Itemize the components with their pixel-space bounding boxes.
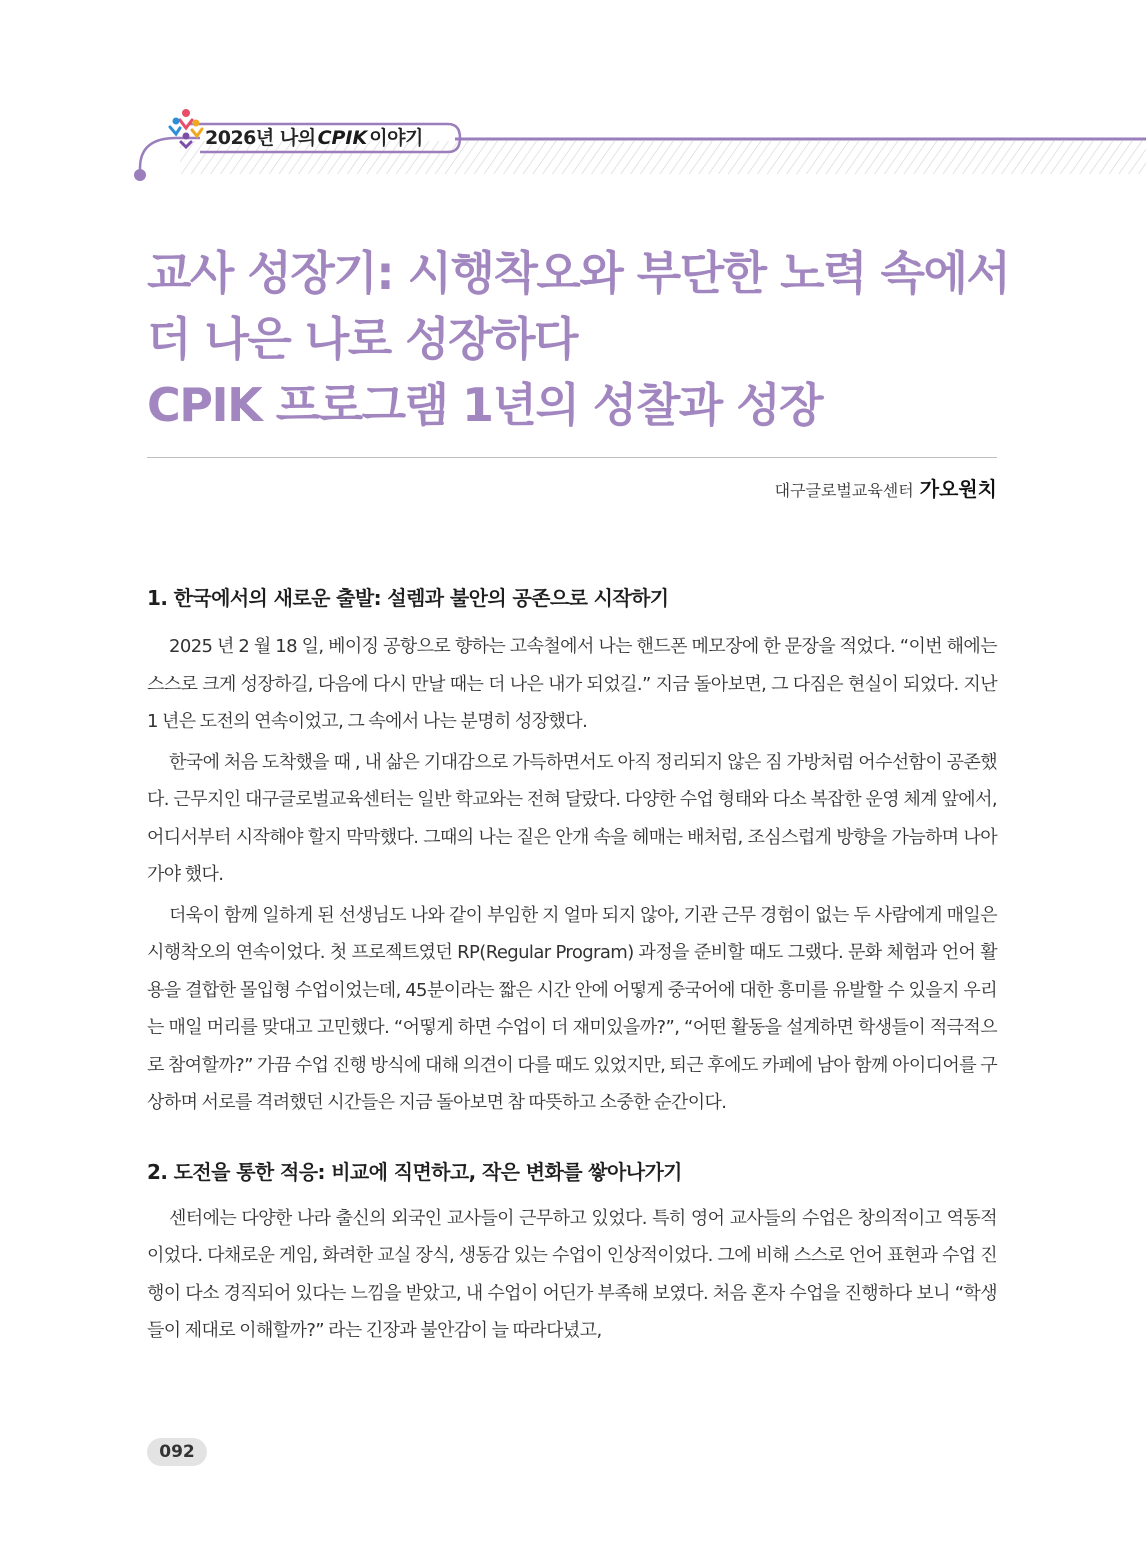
header-label-brand: CPIK [317,127,368,149]
article-title [147,240,1010,438]
page-number: 092 [147,1438,207,1466]
body-paragraph: 센터에는 다양한 나라 출신의 외국인 교사들이 근무하고 있었다. 특히 영어 교사들의 수업은 창의적이고 역동적이었다. 다채로운 게임, 화려한 교실 장식, 생동감 있는 수업이 인상적이었다. 그에 비해 스스로 언어 표현과 수업 진행이 다소 경직되어 있다는 느낌을 받았고, 내 수업이 어딘가 부족해 보였다. 처음 혼자 수업을 진행하다 보니 “학생들이 제대로 이해할까?” 라는 긴장과 불안감이 늘 따라다녔고, [147,1207,997,1341]
section-heading: 2. 도전을 통한 적응: 비교에 직면하고, 작은 변화를 쌓아나가기 [147,1159,682,1184]
body-paragraph: 2025 년 2 월 18 일, 베이징 공항으로 향하는 고속철에서 나는 핸드폰 메모장에 한 문장을 적었다. “이번 해에는 스스로 크게 성장하길, 다음에 다시 만날 때는 더 나은 내가 되었길.” 지금 돌아보면, 그 다짐은 현실이 되었다. 지난 1 년은 도전의 연속이었고, 그 속에서 나는 분명히 성장했다. [147,636,997,732]
article-body [147,578,997,1350]
author-name: 가오원치 [919,477,997,501]
section-heading: 1. 한국에서의 새로운 출발: 설렘과 불안의 공존으로 시작하기 [147,586,669,610]
body-paragraph: 더욱이 함께 일하게 된 선생님도 나와 같이 부임한 지 얼마 되지 않아, 기관 근무 경험이 없는 두 사람에게 매일은 시행착오의 연속이었다. 첫 프로젝트였던 RP(Regular Program) 과정을 준비할 때도 그랬다. 문화 체험과 언어 활용을 결합한 몰입형 수업이었는데, 45분이라는 짧은 시간 안에 어떻게 중국어에 대한 흥미를 유발할 수 있을지 우리는 매일 머리를 맞대고 고민했다. “어떻게 하면 수업이 더 재미있을까?”, “어떤 활동을 설계하면 학생들이 적극적으로 참여할까?” 가끔 수업 진행 방식에 대해 의견이 다를 때도 있었지만, 퇴근 후에도 카페에 남아 함께 아이디어를 구상하며 서로를 격려했던 시간들은 지금 돌아보면 참 따뜻하고 소중한 순간이다. [147,904,997,1113]
title-line: 교사 성장기: 시행착오와 부단한 노력 속에서 [147,246,1010,300]
section-1 [147,578,997,1122]
author-byline [775,474,997,506]
running-header-label [205,124,423,152]
header-label-suffix: 이야기 [369,127,423,149]
header-decoration [0,0,1146,200]
section-2 [147,1152,997,1350]
header-label-prefix: 2026년 나의 [205,127,316,149]
title-divider [147,457,997,458]
title-line: 더 나은 나로 성장하다 [147,312,577,366]
title-line: CPIK 프로그램 1년의 성찰과 성장 [147,378,823,432]
author-affiliation: 대구글로벌교육센터 [774,481,914,500]
body-paragraph: 한국에 처음 도착했을 때 , 내 삶은 기대감으로 가득하면서도 아직 정리되지 않은 짐 가방처럼 어수선함이 공존했다. 근무지인 대구글로벌교육센터는 일반 학교와는 전혀 달랐다. 다양한 수업 형태와 다소 복잡한 운영 체계 앞에서, 어디서부터 시작해야 할지 막막했다. 그때의 나는 짙은 안개 속을 헤매는 배처럼, 조심스럽게 방향을 가늠하며 나아가야 했다. [147,751,997,885]
